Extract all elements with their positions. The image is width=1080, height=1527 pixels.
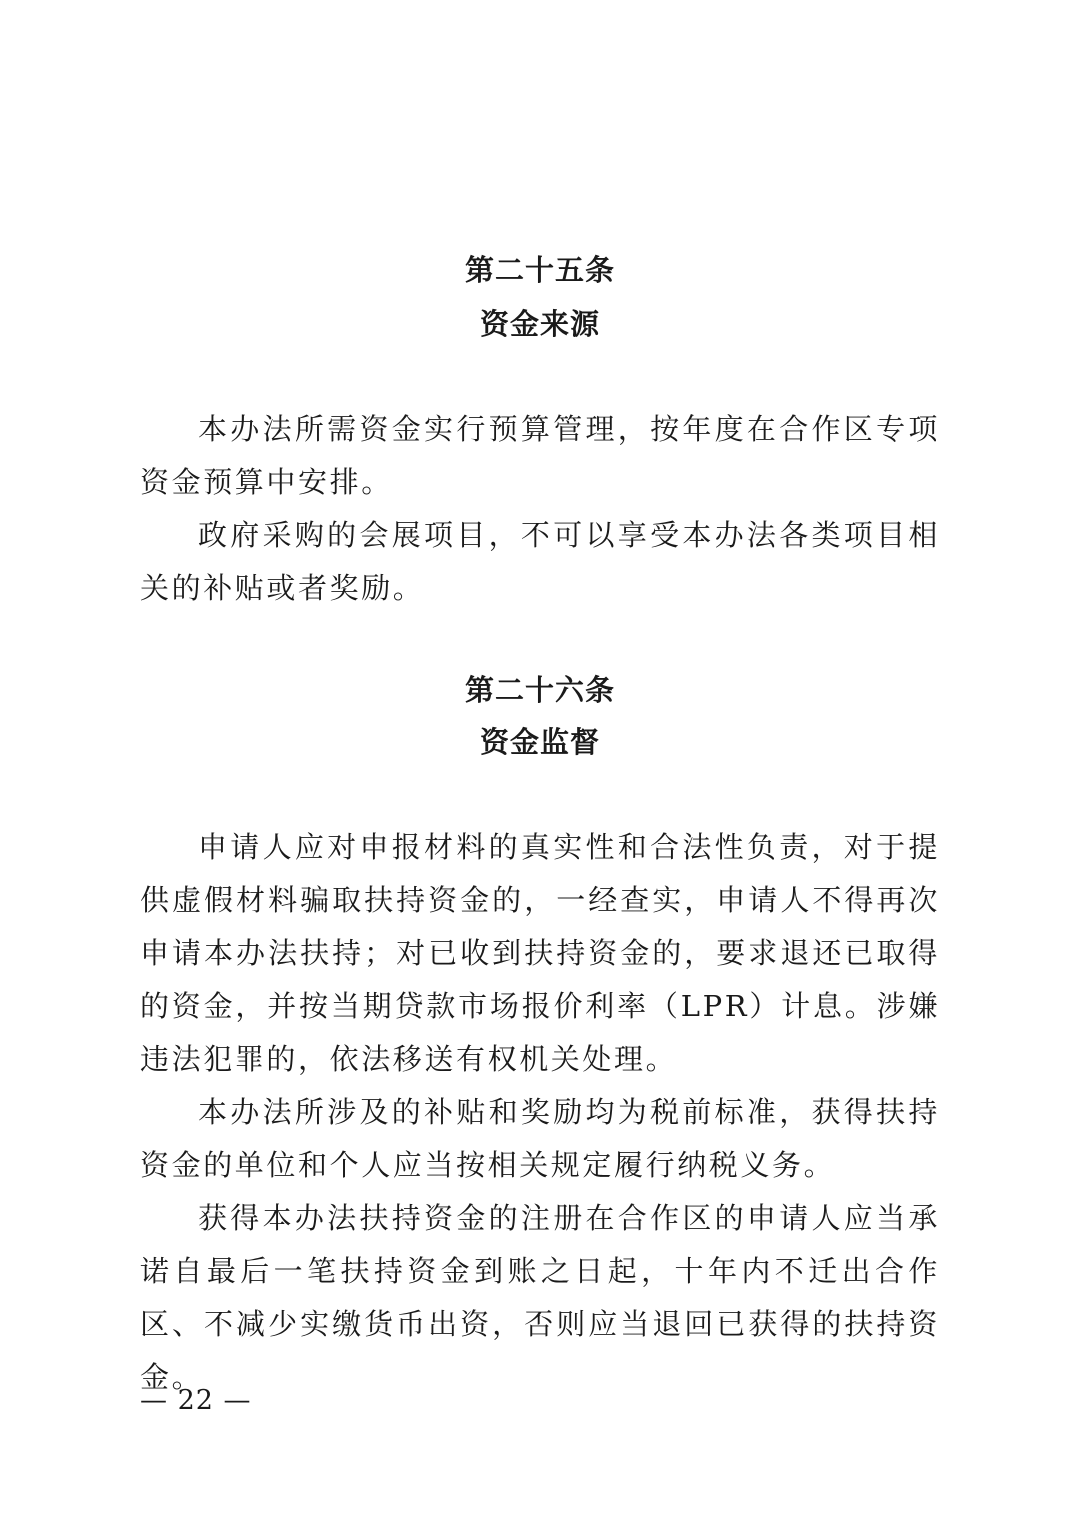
article-26-body	[140, 821, 940, 1404]
article-25-number: 第二十五条	[464, 253, 615, 287]
article-26-paragraph-3: 获得本办法扶持资金的注册在合作区的申请人应当承诺自最后一笔扶持资金到账之日起，十年内不迁出合作区、不减少实缴货币出资，否则应当退回已获得的扶持资金。	[140, 1201, 940, 1394]
article-26-number: 第二十六条	[464, 673, 615, 707]
article-25-title: 资金来源	[479, 307, 600, 341]
article-26-title: 资金监督	[479, 725, 600, 759]
article-25-paragraph-1: 本办法所需资金实行预算管理，按年度在合作区专项资金预算中安排。	[140, 412, 940, 499]
article-25-paragraph-2: 政府采购的会展项目，不可以享受本办法各类项目相关的补贴或者奖励。	[140, 518, 940, 605]
article-25-body	[140, 403, 940, 615]
page-number: — 22 —	[140, 1385, 252, 1416]
article-26-paragraph-2: 本办法所涉及的补贴和奖励均为税前标准，获得扶持资金的单位和个人应当按相关规定履行纳税义务。	[140, 1095, 940, 1182]
article-26-paragraph-1: 申请人应对申报材料的真实性和合法性负责，对于提供虚假材料骗取扶持资金的，一经查实，申请人不得再次申请本办法扶持；对已收到扶持资金的，要求退还已取得的资金，并按当期贷款市场报价利率（LPR）计息。涉嫌违法犯罪的，依法移送有权机关处理。	[140, 830, 940, 1076]
